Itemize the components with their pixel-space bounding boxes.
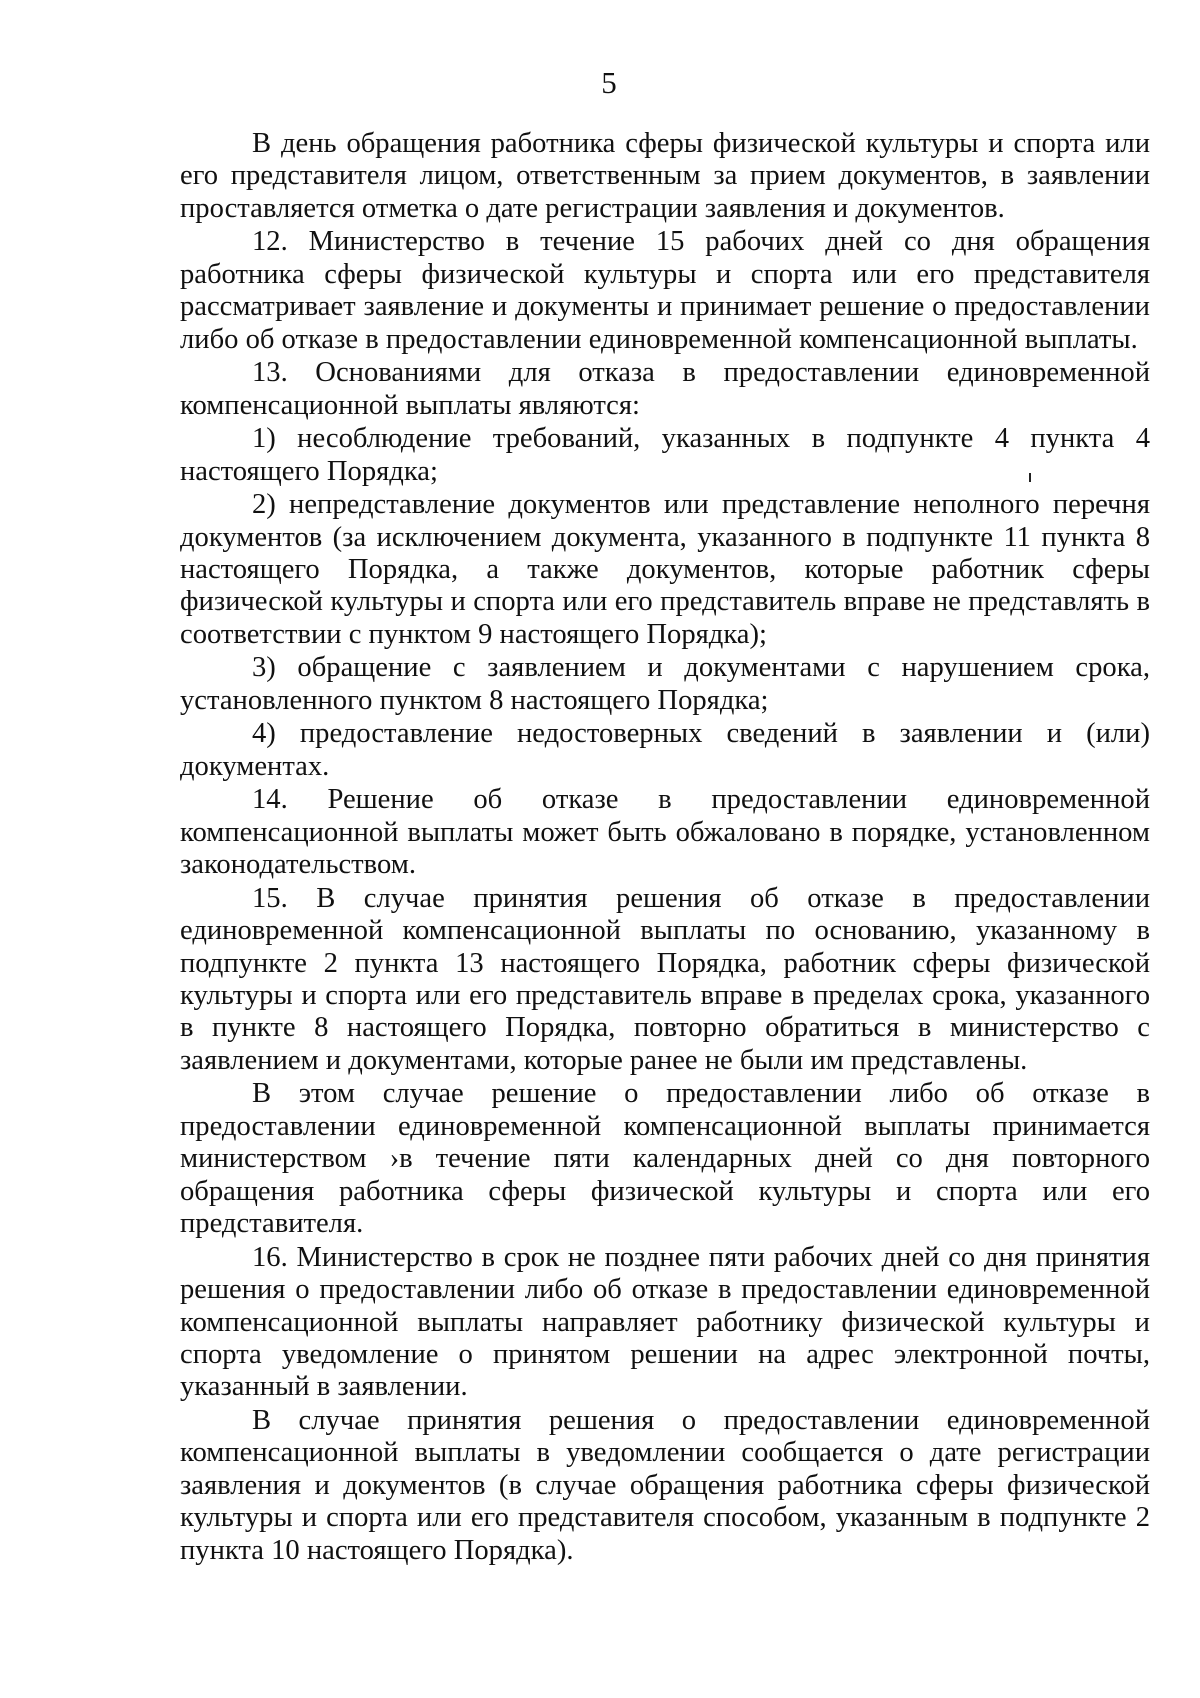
scan-ink-mark xyxy=(1029,473,1031,482)
paragraph-15: 15. В случае принятия решения об отказе в предоставлении единовременной компенсационной выплаты по основанию, указанному в подпункте 2 пункта 13 настоящего Порядка, работник сферы физической культуры и спорта или его представитель вправе в пределах срока, указанного в пункте 8 настоящего Порядка, повторно обратиться в министерство с заявлением и документами, которые ранее не были им представлены. xyxy=(180,882,1150,1076)
paragraph-registration-mark: В день обращения работника сферы физической культуры и спорта или его представителя лицом, ответственным за прием документов, в заявлении проставляется отметка о дате регистрации заявления и документов. xyxy=(180,128,1150,224)
list-item-13-2: 2) непредставление документов или представление неполного перечня документов (за исключением документа, указанного в подпункте 11 пункта 8 настоящего Порядка, а также документов, которые работник сферы физической культуры и спорта или его представитель вправе не представлять в соответствии с пунктом 9 настоящего Порядка); xyxy=(180,489,1150,650)
list-item-13-1: 1) несоблюдение требований, указанных в подпункте 4 пункта 4 настоящего Порядка; xyxy=(180,423,1150,487)
list-item-13-3: 3) обращение с заявлением и документами с нарушением срока, установленного пунктом 8 настоящего Порядка; xyxy=(180,652,1150,716)
paragraph-13: 13. Основаниями для отказа в предоставлении единовременной компенсационной выплаты являются: xyxy=(180,357,1150,421)
paragraph-15-continuation: В этом случае решение о предоставлении либо об отказе в предоставлении единовременной компенсационной выплаты принимается министерством ›в течение пяти календарных дней со дня повторного обращения работника сферы физической культуры и спорта или его представителя. xyxy=(180,1078,1150,1240)
paragraph-16: 16. Министерство в срок не позднее пяти рабочих дней со дня принятия решения о предоставлении либо об отказе в предоставлении единовременной компенсационной выплаты направляет работнику физической культуры и спорта уведомление о принятом решении на адрес электронной почты, указанный в заявлении. xyxy=(180,1241,1150,1403)
document-body xyxy=(180,128,1150,1567)
paragraph-16-continuation: В случае принятия решения о предоставлении единовременной компенсационной выплаты в уведомлении сообщается о дате регистрации заявления и документов (в случае обращения работника сферы физической культуры и спорта или его представителя способом, указанным в подпункте 2 пункта 10 настоящего Порядка). xyxy=(180,1404,1150,1566)
page-number: 5 xyxy=(601,65,617,100)
list-item-13-4: 4) предоставление недостоверных сведений в заявлении и (или) документах. xyxy=(180,718,1150,782)
paragraph-12: 12. Министерство в течение 15 рабочих дней со дня обращения работника сферы физической культуры и спорта или его представителя рассматривает заявление и документы и принимает решение о предоставлении либо об отказе в предоставлении единовременной компенсационной выплаты. xyxy=(180,226,1150,355)
paragraph-14: 14. Решение об отказе в предоставлении единовременной компенсационной выплаты может быть обжаловано в порядке, установленном законодательством. xyxy=(180,784,1150,881)
